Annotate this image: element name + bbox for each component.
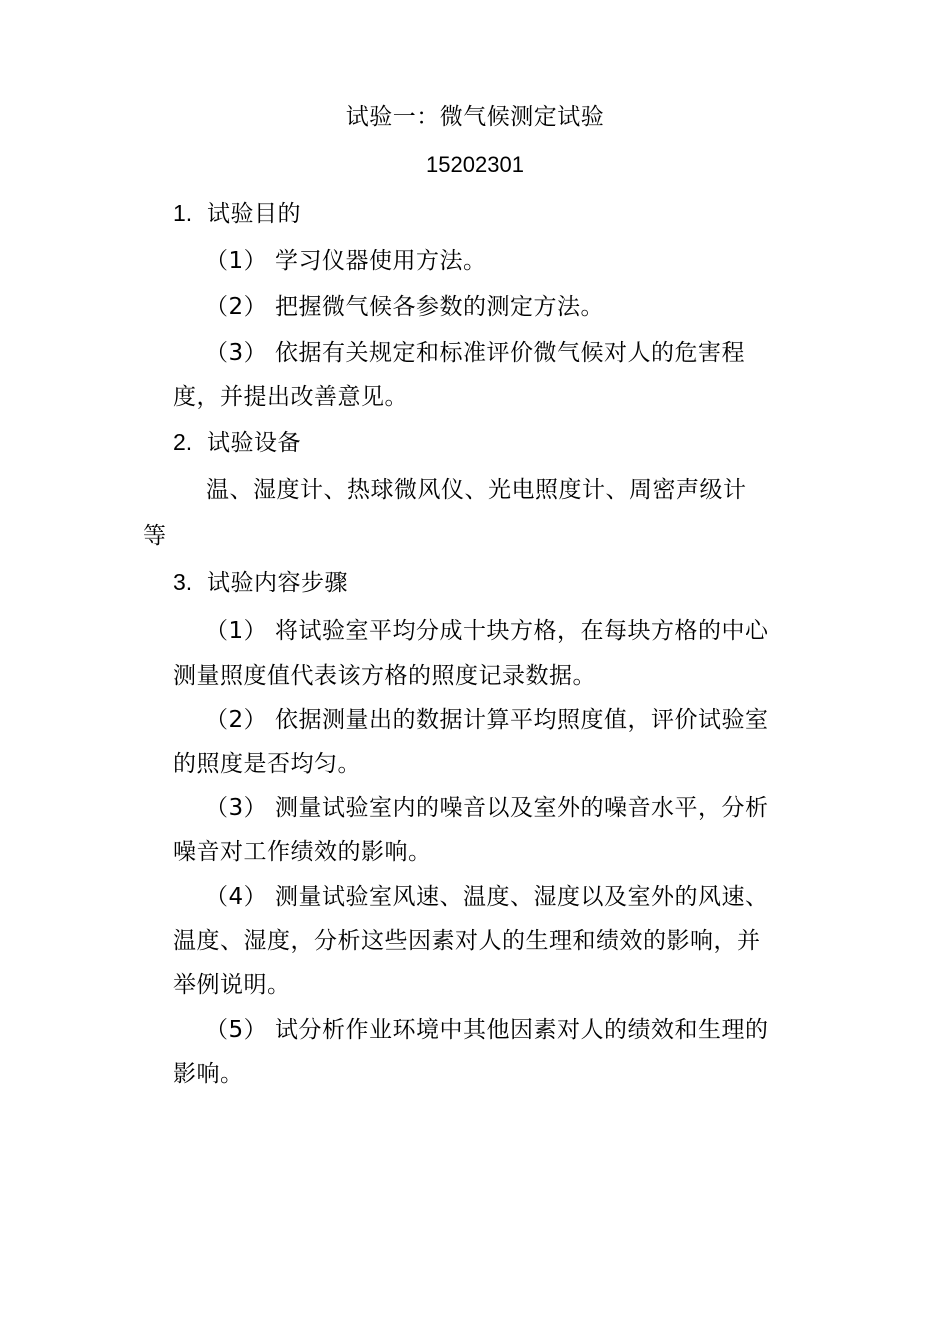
paragraph-line: （3） 依据有关规定和标准评价微气候对人的危害程	[205, 340, 745, 366]
section-heading-1	[173, 198, 301, 229]
paragraph-line: 度，并提出改善意见。	[173, 384, 408, 410]
document-title: 试验一：微气候测定试验	[345, 104, 605, 130]
section-number: 3.	[173, 569, 193, 595]
section-heading-text: 试验内容步骤	[207, 570, 348, 596]
paragraph-line: 等	[143, 523, 167, 549]
section-heading-text: 试验设备	[207, 430, 301, 456]
paragraph-line: 影响。	[173, 1061, 244, 1087]
paragraph-line: 温、湿度计、热球微风仪、光电照度计、周密声级计	[206, 477, 747, 503]
paragraph-line: （1） 将试验室平均分成十块方格，在每块方格的中心	[205, 618, 769, 644]
paragraph-line: （4） 测量试验室风速、温度、湿度以及室外的风速、	[205, 884, 769, 910]
paragraph-line: （2） 依据测量出的数据计算平均照度值，评价试验室	[205, 707, 769, 733]
paragraph-line: 噪音对工作绩效的影响。	[173, 839, 432, 865]
paragraph-line: （5） 试分析作业环境中其他因素对人的绩效和生理的	[205, 1017, 769, 1043]
paragraph-line: （3） 测量试验室内的噪音以及室外的噪音水平，分析	[205, 795, 769, 821]
section-heading-2	[173, 427, 301, 458]
paragraph-line: 举例说明。	[173, 972, 291, 998]
paragraph-line: （2） 把握微气候各参数的测定方法。	[205, 294, 604, 320]
section-heading-3	[173, 567, 348, 598]
paragraph-line: 测量照度值代表该方格的照度记录数据。	[173, 663, 596, 689]
paragraph-line: 的照度是否均匀。	[173, 751, 361, 777]
section-number: 1.	[173, 200, 193, 226]
student-id: 15202301	[426, 152, 524, 177]
paragraph-line: 温度、湿度，分析这些因素对人的生理和绩效的影响，并	[173, 928, 761, 954]
paragraph-line: （1） 学习仪器使用方法。	[205, 248, 487, 274]
section-heading-text: 试验目的	[207, 201, 301, 227]
section-number: 2.	[173, 429, 193, 455]
